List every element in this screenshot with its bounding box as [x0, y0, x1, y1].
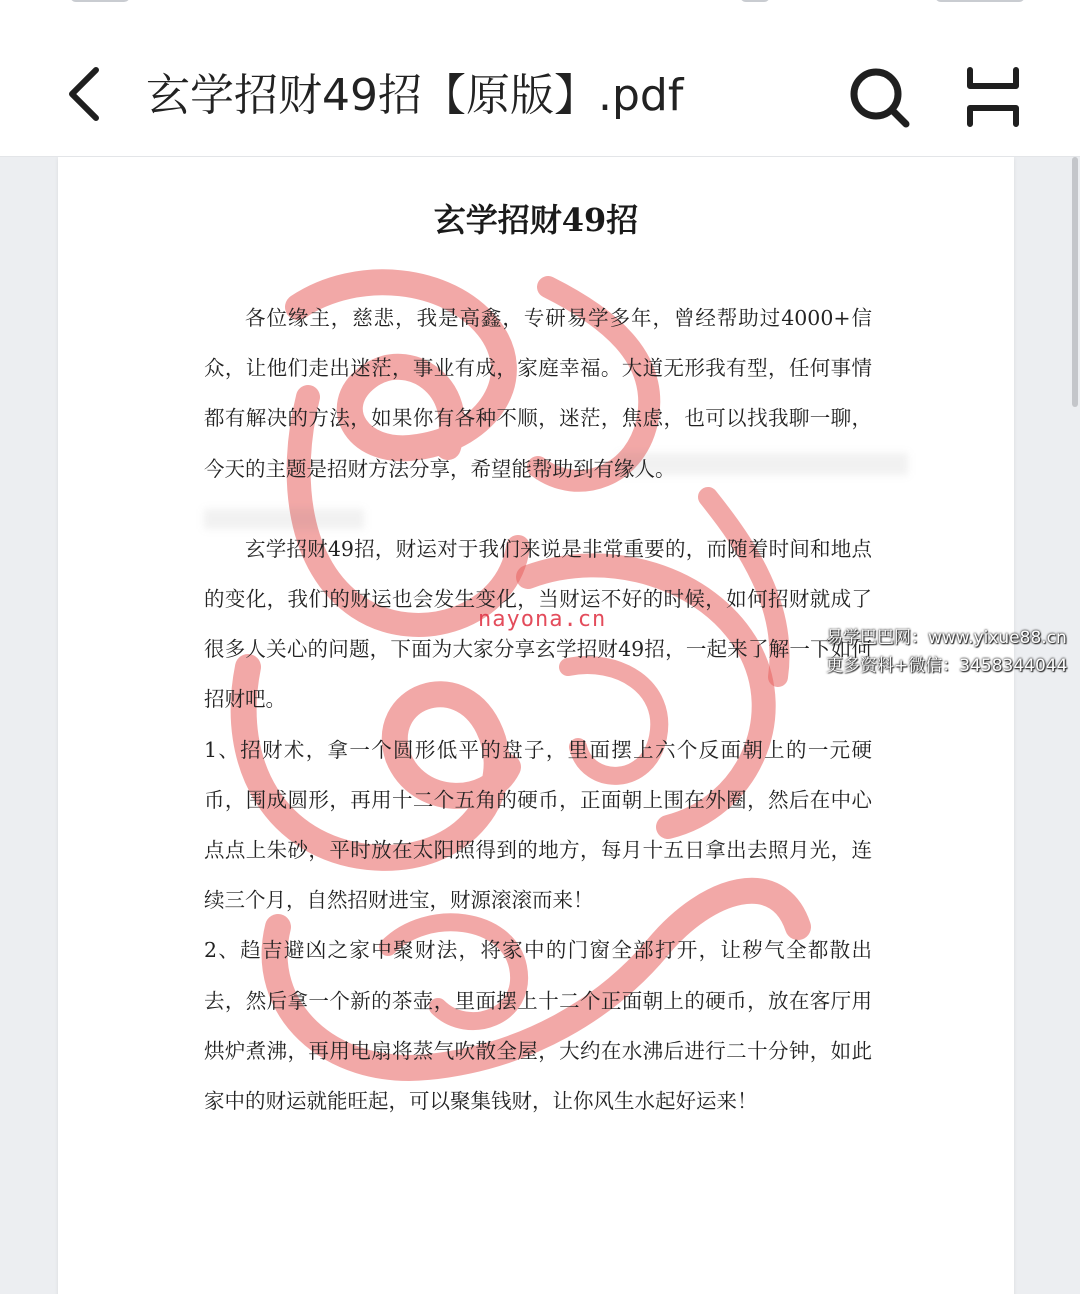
scrollbar-thumb[interactable]	[1072, 157, 1078, 407]
tip-paragraph-1: 1、招财术，拿一个圆形低平的盘子，里面摆上六个反面朝上的一元硬币，围成圆形，再用十二个五角的硬币，正面朝上围在外圈，然后在中心点点上朱砂，平时放在太阳照得到的地方，每月十五日拿出去照月光，连续三个月，自然招财进宝，财源滚滚而来！	[204, 737, 872, 913]
search-icon	[846, 64, 912, 130]
page-heading: 玄学招财49招	[433, 201, 639, 239]
tip-paragraph-2: 2、趋吉避凶之家中聚财法，将家中的门窗全部打开，让秽气全都散出去，然后拿一个新的茶壶，里面摆上十二个正面朝上的硬币，放在客厅用烘炉煮沸，再用电扇将蒸气吹散全屋，大约在水沸后进行二十分钟，如此家中的财运就能旺起，可以聚集钱财，让你风生水起好运来！	[204, 938, 872, 1114]
status-bar-fragment	[935, 0, 1025, 2]
toggle-view-icon	[962, 66, 1024, 128]
view-mode-button[interactable]	[962, 66, 1024, 128]
intro-paragraph: 各位缘主，慈悲，我是高鑫，专研易学多年，曾经帮助过4000+信众，让他们走出迷茫，事业有成，家庭幸福。大道无形我有型，任何事情都有解决的方法，如果你有各种不顺，迷茫，焦虑，也可以找我聊一聊，今天的主题是招财方法分享，希望能帮助到有缘人。	[204, 306, 872, 481]
site-watermark: nayona.cn	[478, 607, 607, 632]
side-watermark-line1: 易学巴巴网：www.yixue88.cn	[826, 628, 1067, 648]
search-button[interactable]	[846, 64, 912, 130]
chevron-left-icon	[52, 62, 116, 126]
document-viewer[interactable]	[0, 157, 1080, 1294]
back-button[interactable]	[52, 62, 116, 126]
document-title: 玄学招财49招【原版】.pdf	[146, 70, 684, 121]
app-bar	[0, 0, 1080, 157]
status-bar-fragment	[70, 0, 130, 2]
document-body	[204, 293, 872, 1126]
pdf-page	[58, 157, 1014, 1294]
side-watermark-line2: 更多资料+微信：3458344044	[826, 656, 1068, 676]
status-bar-fragment	[740, 0, 770, 2]
overview-paragraph: 玄学招财49招，财运对于我们来说是非常重要的，而随着时间和地点的变化，我们的财运也会发生变化，当财运不好的时候，如何招财就成了很多人关心的问题，下面为大家分享玄学招财49招，一起来了解一下如何招财吧。	[204, 536, 872, 712]
